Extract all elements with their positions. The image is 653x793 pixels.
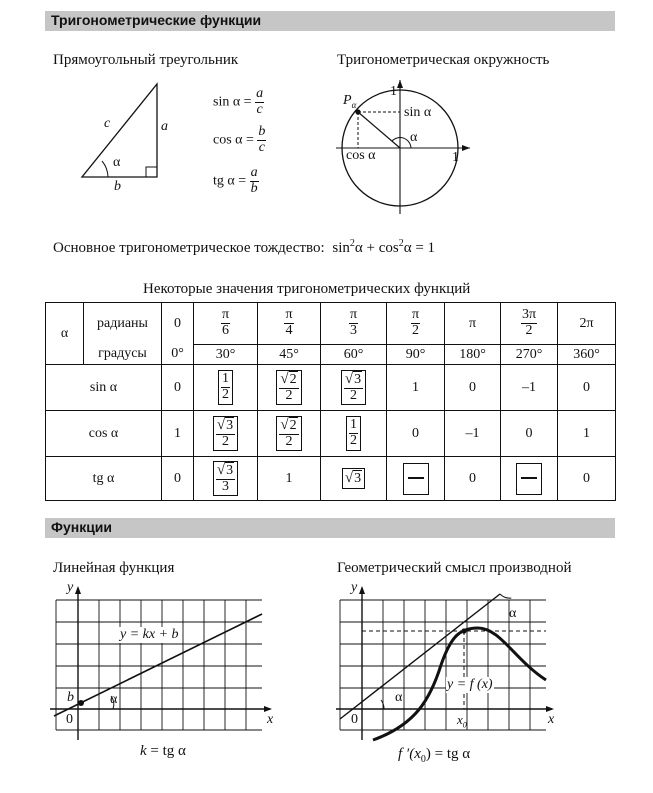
rad-0: 0 (162, 303, 194, 345)
derivative-formula (398, 746, 470, 765)
derivative-angle-arc-bottom (381, 700, 384, 709)
sin-row-label: sin α (46, 365, 162, 411)
sin-270: –1 (501, 365, 558, 411)
circle-angle-label: α (410, 130, 418, 145)
rad-pi6: $\frac{\pi}{6}$ (194, 303, 258, 345)
deg-45: 45° (258, 345, 321, 365)
deg-360: 360° (558, 345, 616, 365)
tg-0: 0 (162, 457, 194, 501)
deg-90: 90° (387, 345, 445, 365)
derivative-formula-start: f ′(x (398, 746, 421, 762)
identity-plus: + (366, 240, 375, 256)
circle-one-right: 1 (452, 150, 459, 165)
side-c-label: c (104, 116, 111, 131)
derivative-y-arrow (359, 586, 365, 594)
derivative-angle-arc-top (500, 594, 512, 599)
tangent-point (461, 628, 466, 633)
linear-zero-label: 0 (66, 712, 73, 727)
tg-60: √3 (321, 457, 387, 501)
tg-row-label: tg α (46, 457, 162, 501)
linear-title: Линейная функция (53, 560, 175, 576)
sin-360: 0 (558, 365, 616, 411)
cos-360: 1 (558, 411, 616, 457)
tg-30: $\frac{√3}{3}$ (194, 457, 258, 501)
cos-90: 0 (387, 411, 445, 457)
rad-pi4: $\frac{\pi}{4}$ (258, 303, 321, 345)
side-a-label: a (161, 119, 168, 134)
deg-60: 60° (321, 345, 387, 365)
cos-60: $\frac{1}{2}$ (321, 411, 387, 457)
cos-0: 1 (162, 411, 194, 457)
derivative-zero-label: 0 (351, 712, 358, 727)
sin-den: c (256, 101, 263, 117)
identity-text: Основное тригонометрическое тождество: (53, 240, 325, 256)
identity-eq: = 1 (415, 240, 436, 256)
deg-270: 270° (501, 345, 558, 365)
tg-360: 0 (558, 457, 616, 501)
function-label: y = f (x) (447, 677, 493, 692)
circle-one-top: 1 (390, 84, 397, 99)
circle-cos-label: cos α (346, 148, 376, 163)
linear-x-label: x (267, 712, 274, 727)
deg-180: 180° (445, 345, 501, 365)
deg-30: 30° (194, 345, 258, 365)
angle-alpha-label: α (113, 155, 121, 170)
x0-label: $x_0$ (457, 712, 467, 730)
sin-180: 0 (445, 365, 501, 411)
derivative-alpha-bottom: α (395, 690, 403, 705)
derivative-x-label: x (548, 712, 555, 727)
derivative-title: Геометрический смысл производной (337, 560, 572, 576)
side-b-label: b (114, 179, 121, 194)
rad-pi3: $\frac{\pi}{3}$ (321, 303, 387, 345)
identity-exp1: 2 (349, 238, 355, 249)
cos-180: –1 (445, 411, 501, 457)
derivative-alpha-top: α (509, 606, 517, 621)
linear-equation: y = kx + b (120, 627, 179, 642)
radians-header: радианы (84, 303, 162, 345)
rad-pi: π (445, 303, 501, 345)
cos-num: b (258, 124, 266, 139)
linear-b-label: b (67, 690, 74, 705)
identity-exp2: 2 (398, 238, 404, 249)
triangle-title: Прямоугольный треугольник (53, 52, 239, 68)
cos-den: c (258, 139, 266, 155)
slope-formula: k = tg α (140, 743, 186, 759)
circle-sin-label: sin α (404, 105, 432, 120)
cos-30: $\frac{√3}{2}$ (194, 411, 258, 457)
tangent-line (340, 594, 500, 719)
tg-den: b (250, 180, 258, 196)
rad-3pi2: $\frac{3\pi}{2}$ (501, 303, 558, 345)
identity-alpha2: α (403, 240, 412, 256)
sin-90: 1 (387, 365, 445, 411)
identity-alpha1: α (354, 240, 363, 256)
derivative-formula-end: ) = tg α (425, 746, 471, 762)
rad-2pi: 2π (558, 303, 616, 345)
point-letter: P (343, 93, 352, 108)
sin-45: $\frac{√2}{2}$ (258, 365, 321, 411)
section-title: Тригонометрические функции (51, 12, 262, 28)
tg-num: a (250, 165, 258, 180)
tg-45: 1 (258, 457, 321, 501)
degrees-header: градусы (84, 345, 162, 365)
sin-60: $\frac{√3}{2}$ (321, 365, 387, 411)
tg-label: tg α = (213, 173, 247, 189)
circle-title: Тригонометрическая окружность (337, 52, 550, 68)
deg-0: 0° (162, 345, 194, 365)
cos-270: 0 (501, 411, 558, 457)
linear-alpha-label: α (110, 692, 118, 707)
point-sub: α (351, 99, 357, 110)
section-title: Функции (51, 519, 113, 535)
sin-label: sin α = (213, 94, 252, 110)
derivative-formula-sub: 0 (420, 754, 426, 765)
sin-30: $\frac{1}{2}$ (194, 365, 258, 411)
identity-cos: cos (378, 240, 399, 256)
rad-pi2: $\frac{\pi}{2}$ (387, 303, 445, 345)
cos-row-label: cos α (46, 411, 162, 457)
tg-180: 0 (445, 457, 501, 501)
cos-45: $\frac{√2}{2}$ (258, 411, 321, 457)
sin-0: 0 (162, 365, 194, 411)
table-title: Некоторые значения тригонометрических функций (143, 281, 471, 297)
cos-label: cos α = (213, 132, 254, 148)
linear-y-label: y (67, 580, 74, 595)
alpha-header: α (46, 303, 84, 365)
derivative-y-label: y (351, 580, 358, 595)
identity-sin: sin (332, 240, 350, 256)
sin-num: a (256, 86, 264, 101)
